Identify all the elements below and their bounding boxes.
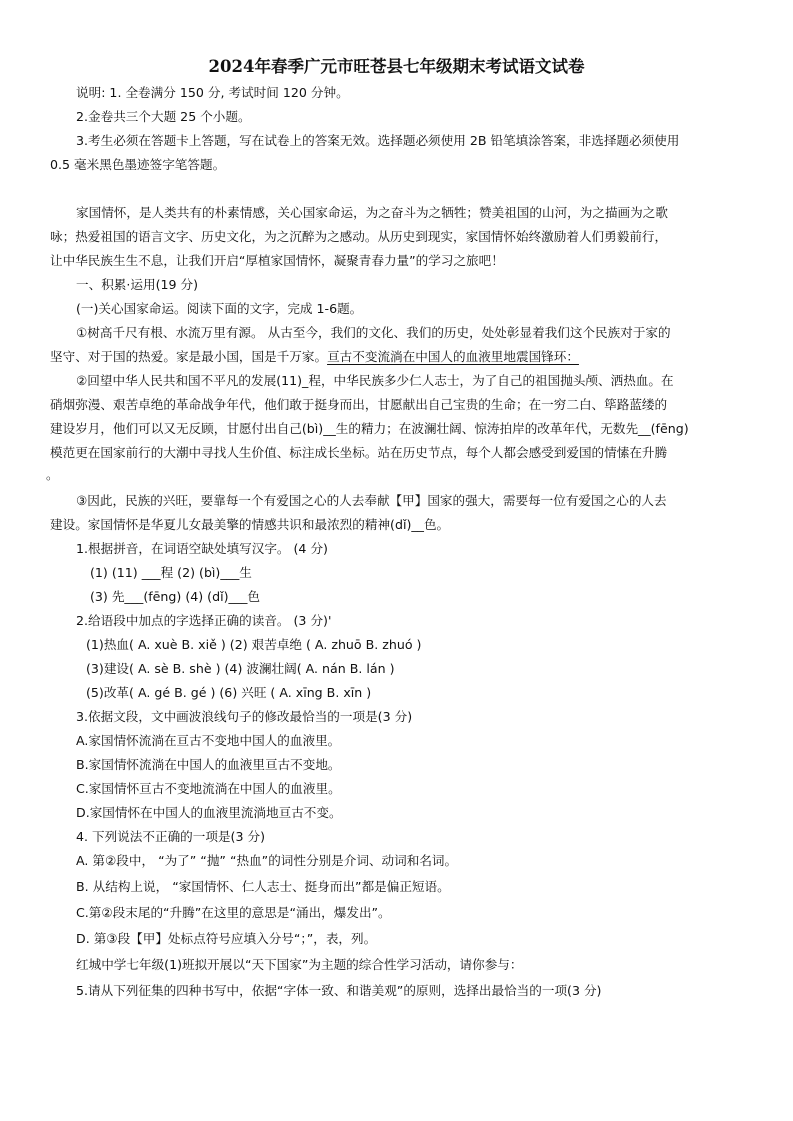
question-row: (5)改革( A. gé B. gé ) (6) 兴旺 ( A. xīng B. xīn ) <box>86 685 372 700</box>
passage-line: 。 <box>46 467 59 482</box>
passage-line <box>50 348 579 366</box>
question-stem: 4. 下列说法不正确的一项是(3 分) <box>76 829 265 844</box>
answer-option: A. 第②段中， “为了” “抛” “热血”的词性分别是介词、动词和名词。 <box>76 853 458 868</box>
note-line: 0.5 毫米黑色墨迹签字笔答题。 <box>50 157 226 172</box>
answer-option: A.家国情怀流淌在亘古不变地中国人的血液里。 <box>76 733 341 748</box>
passage-line: ①树高千尺有根、水流万里有源。 从古至今，我们的文化、我们的历史，处处彰显着我们这个民族对于家的 <box>76 325 671 340</box>
passage-line: 模范更在国家前行的大潮中寻找人生价值、标注成长坐标。站在历史节点，每个人都会感受到爱国的情愫在升腾 <box>50 445 668 460</box>
question-stem: 5.请从下列征集的四种书写中，依据“字体一致、和谐美观”的原则，选择出最恰当的一项(3 分) <box>76 983 602 998</box>
passage-line: 建设岁月，他们可以又无反顾，甘愿付出自己(bì)__生的精力；在波澜壮阔、惊涛拍岸的改革年代，无数先__(fēng) <box>50 421 689 436</box>
passage-line: ②回望中华人民共和国不平凡的发展(11)_程，中华民族多少仁人志士，为了自己的祖国抛头颅、洒热血。在 <box>76 373 674 388</box>
question-row: (3) 先___(fēng) (4) (dǐ)___色 <box>90 589 260 604</box>
answer-option: B.家国情怀流淌在中国人的血液里亘古不变地。 <box>76 757 341 772</box>
question-row: (1)热血( A. xuè B. xiě ) (2) 艰苦卓绝 ( A. zhuō B. zhuó ) <box>86 637 422 652</box>
note-line: 2.金卷共三个大题 25 个小题。 <box>76 109 251 124</box>
exam-title: 2024年春季广元市旺苍县七年级期末考试语文试卷 <box>208 57 585 76</box>
answer-option: C.家国情怀亘古不变地流淌在中国人的血液里。 <box>76 781 341 796</box>
answer-option: B. 从结构上说， “家国情怀、仁人志士、挺身而出”都是偏正短语。 <box>76 879 450 894</box>
question-stem: 2.给语段中加点的字选择正确的读音。 (3 分)' <box>76 613 332 628</box>
section-heading: 一、积累·运用(19 分) <box>76 277 199 292</box>
question-row: (3)建设( A. sè B. shè ) (4) 波澜壮阔( A. nán B. lán ) <box>86 661 395 676</box>
answer-option: D. 第③段【甲】处标点符号应填入分号“；”，表，列。 <box>76 931 377 946</box>
question-stem: 3.依据文段，文中画波浪线句子的修改最恰当的一项是(3 分) <box>76 709 413 724</box>
passage-text: 坚守、对于国的热爱。家是最小国，国是千万家。 <box>50 349 328 364</box>
note-line: 3.考生必须在答题卡上答题，写在试卷上的答案无效。选择题必须使用 2B 铅笔填涂答案，非选择题必须使用 <box>76 133 680 148</box>
passage-line: 硝烟弥漫、艰苦卓绝的革命战争年代，他们敢于挺身而出，甘愿献出自己宝贵的生命；在一穷二白、筚路蓝缕的 <box>50 397 668 412</box>
passage-line: ③因此，民族的兴旺，要靠每一个有爱国之心的人去奉献【甲】国家的强大，需要每一位有爱国之心的人去 <box>76 493 667 508</box>
intro-line: 让中华民族生生不息，让我们开启“厚植家国情怀，凝聚青春力量”的学习之旅吧！ <box>50 253 504 268</box>
question-stem: 1.根据拼音，在词语空缺处填写汉字。 (4 分) <box>76 541 328 556</box>
note-line: 说明: 1. 全卷满分 150 分, 考试时间 120 分钟。 <box>76 85 349 100</box>
question-row: (1) (11) ___程 (2) (bì)___生 <box>90 565 252 580</box>
subsection-heading: (一)关心国家命运。阅读下面的文字，完成 1-6题。 <box>76 301 363 316</box>
intro-line: 咏；热爱祖国的语言文字、历史文化，为之沉醉为之感动。从历史到现实，家国情怀始终激励着人们勇毅前行， <box>50 229 668 244</box>
answer-option: C.第②段末尾的“升腾”在这里的意思是“涌出，爆发出”。 <box>76 905 391 920</box>
passage-line: 建设。家国情怀是华夏儿女最美擎的情感共识和最浓烈的精神(dǐ)__色。 <box>50 517 450 532</box>
activity-intro: 红城中学七年级(1)班拟开展以“天下国家”为主题的综合性学习活动，请你参与： <box>76 957 523 972</box>
answer-option: D.家国情怀在中国人的血液里流淌地亘古不变。 <box>76 805 342 820</box>
intro-line: 家国情怀，是人类共有的朴素情感，关心国家命运，为之奋斗为之牺牲；赞美祖国的山河，为之描画为之歌 <box>76 205 668 220</box>
wavy-underlined-sentence: 亘古不变流淌在中国人的血液里地震国锋环： <box>327 349 579 364</box>
